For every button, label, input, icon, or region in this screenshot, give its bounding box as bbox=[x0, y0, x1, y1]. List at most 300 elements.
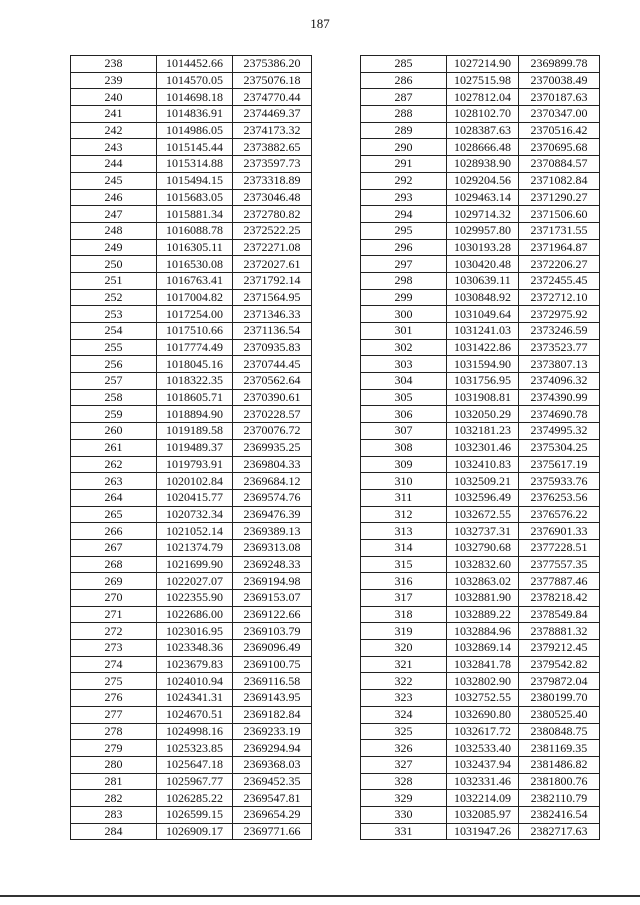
point-number-cell: 324 bbox=[361, 706, 447, 723]
x-coordinate-cell: 1026285.22 bbox=[157, 790, 233, 807]
table-row bbox=[361, 406, 600, 423]
point-number-cell: 244 bbox=[71, 156, 157, 173]
point-number-cell: 317 bbox=[361, 590, 447, 607]
point-number-cell: 252 bbox=[71, 289, 157, 306]
y-coordinate-cell: 2381800.76 bbox=[519, 773, 600, 790]
table-row bbox=[71, 723, 312, 740]
x-coordinate-cell: 1032617.72 bbox=[447, 723, 519, 740]
point-number-cell: 253 bbox=[71, 306, 157, 323]
table-row bbox=[71, 690, 312, 707]
y-coordinate-cell: 2378218.42 bbox=[519, 590, 600, 607]
table-row bbox=[361, 239, 600, 256]
table-row bbox=[361, 56, 600, 73]
point-number-cell: 291 bbox=[361, 156, 447, 173]
x-coordinate-cell: 1025967.77 bbox=[157, 773, 233, 790]
point-number-cell: 306 bbox=[361, 406, 447, 423]
coordinates-table-left bbox=[70, 55, 312, 840]
x-coordinate-cell: 1031422.86 bbox=[447, 339, 519, 356]
table-row bbox=[71, 489, 312, 506]
y-coordinate-cell: 2369368.03 bbox=[233, 756, 312, 773]
point-number-cell: 283 bbox=[71, 806, 157, 823]
table-row bbox=[361, 122, 600, 139]
x-coordinate-cell: 1031756.95 bbox=[447, 373, 519, 390]
y-coordinate-cell: 2370744.45 bbox=[233, 356, 312, 373]
x-coordinate-cell: 1014698.18 bbox=[157, 89, 233, 106]
point-number-cell: 292 bbox=[361, 172, 447, 189]
y-coordinate-cell: 2370562.64 bbox=[233, 373, 312, 390]
point-number-cell: 297 bbox=[361, 256, 447, 273]
y-coordinate-cell: 2369194.98 bbox=[233, 573, 312, 590]
point-number-cell: 302 bbox=[361, 339, 447, 356]
y-coordinate-cell: 2371731.55 bbox=[519, 222, 600, 239]
y-coordinate-cell: 2373523.77 bbox=[519, 339, 600, 356]
x-coordinate-cell: 1023016.95 bbox=[157, 623, 233, 640]
y-coordinate-cell: 2378549.84 bbox=[519, 606, 600, 623]
y-coordinate-cell: 2379212.45 bbox=[519, 640, 600, 657]
y-coordinate-cell: 2381169.35 bbox=[519, 740, 600, 757]
x-coordinate-cell: 1022027.07 bbox=[157, 573, 233, 590]
point-number-cell: 300 bbox=[361, 306, 447, 323]
point-number-cell: 268 bbox=[71, 556, 157, 573]
x-coordinate-cell: 1028666.48 bbox=[447, 139, 519, 156]
table-row bbox=[361, 89, 600, 106]
table-row bbox=[361, 623, 600, 640]
y-coordinate-cell: 2370695.68 bbox=[519, 139, 600, 156]
table-row bbox=[361, 272, 600, 289]
point-number-cell: 286 bbox=[361, 72, 447, 89]
x-coordinate-cell: 1032301.46 bbox=[447, 439, 519, 456]
table-row bbox=[71, 506, 312, 523]
table-row bbox=[361, 289, 600, 306]
x-coordinate-cell: 1015881.34 bbox=[157, 206, 233, 223]
table-row bbox=[361, 206, 600, 223]
table-row bbox=[361, 356, 600, 373]
point-number-cell: 249 bbox=[71, 239, 157, 256]
table-row bbox=[361, 339, 600, 356]
x-coordinate-cell: 1020732.34 bbox=[157, 506, 233, 523]
y-coordinate-cell: 2369547.81 bbox=[233, 790, 312, 807]
y-coordinate-cell: 2369153.07 bbox=[233, 590, 312, 607]
table-row bbox=[361, 539, 600, 556]
x-coordinate-cell: 1032509.21 bbox=[447, 473, 519, 490]
point-number-cell: 247 bbox=[71, 206, 157, 223]
point-number-cell: 293 bbox=[361, 189, 447, 206]
y-coordinate-cell: 2382416.54 bbox=[519, 806, 600, 823]
table-row bbox=[71, 373, 312, 390]
table-row bbox=[361, 439, 600, 456]
point-number-cell: 242 bbox=[71, 122, 157, 139]
table-row bbox=[71, 539, 312, 556]
point-number-cell: 269 bbox=[71, 573, 157, 590]
y-coordinate-cell: 2369103.79 bbox=[233, 623, 312, 640]
y-coordinate-cell: 2370187.63 bbox=[519, 89, 600, 106]
x-coordinate-cell: 1030848.92 bbox=[447, 289, 519, 306]
table-row bbox=[71, 56, 312, 73]
table-row bbox=[361, 573, 600, 590]
y-coordinate-cell: 2372522.25 bbox=[233, 222, 312, 239]
table-row bbox=[361, 139, 600, 156]
table-row bbox=[361, 690, 600, 707]
table-row bbox=[71, 740, 312, 757]
x-coordinate-cell: 1032737.31 bbox=[447, 523, 519, 540]
y-coordinate-cell: 2370390.61 bbox=[233, 389, 312, 406]
table-row bbox=[71, 790, 312, 807]
table-row bbox=[71, 272, 312, 289]
x-coordinate-cell: 1023348.36 bbox=[157, 640, 233, 657]
y-coordinate-cell: 2369233.19 bbox=[233, 723, 312, 740]
point-number-cell: 250 bbox=[71, 256, 157, 273]
point-number-cell: 246 bbox=[71, 189, 157, 206]
y-coordinate-cell: 2372712.10 bbox=[519, 289, 600, 306]
y-coordinate-cell: 2370935.83 bbox=[233, 339, 312, 356]
y-coordinate-cell: 2369452.35 bbox=[233, 773, 312, 790]
table-row bbox=[71, 590, 312, 607]
x-coordinate-cell: 1032802.90 bbox=[447, 673, 519, 690]
x-coordinate-cell: 1017774.49 bbox=[157, 339, 233, 356]
y-coordinate-cell: 2374390.99 bbox=[519, 389, 600, 406]
x-coordinate-cell: 1032050.29 bbox=[447, 406, 519, 423]
y-coordinate-cell: 2371082.84 bbox=[519, 172, 600, 189]
table-row bbox=[71, 656, 312, 673]
table-row bbox=[71, 106, 312, 123]
x-coordinate-cell: 1032331.46 bbox=[447, 773, 519, 790]
x-coordinate-cell: 1028387.63 bbox=[447, 122, 519, 139]
x-coordinate-cell: 1032881.90 bbox=[447, 590, 519, 607]
point-number-cell: 328 bbox=[361, 773, 447, 790]
point-number-cell: 325 bbox=[361, 723, 447, 740]
point-number-cell: 308 bbox=[361, 439, 447, 456]
point-number-cell: 267 bbox=[71, 539, 157, 556]
point-number-cell: 275 bbox=[71, 673, 157, 690]
x-coordinate-cell: 1028938.90 bbox=[447, 156, 519, 173]
y-coordinate-cell: 2378881.32 bbox=[519, 623, 600, 640]
point-number-cell: 257 bbox=[71, 373, 157, 390]
table-row bbox=[361, 222, 600, 239]
y-coordinate-cell: 2372271.08 bbox=[233, 239, 312, 256]
point-number-cell: 305 bbox=[361, 389, 447, 406]
table-row bbox=[361, 373, 600, 390]
x-coordinate-cell: 1032214.09 bbox=[447, 790, 519, 807]
table-row bbox=[361, 523, 600, 540]
x-coordinate-cell: 1031594.90 bbox=[447, 356, 519, 373]
point-number-cell: 294 bbox=[361, 206, 447, 223]
point-number-cell: 245 bbox=[71, 172, 157, 189]
table-row bbox=[71, 89, 312, 106]
x-coordinate-cell: 1028102.70 bbox=[447, 106, 519, 123]
point-number-cell: 322 bbox=[361, 673, 447, 690]
y-coordinate-cell: 2375617.19 bbox=[519, 456, 600, 473]
table-row bbox=[361, 72, 600, 89]
table-row bbox=[71, 439, 312, 456]
x-coordinate-cell: 1015494.15 bbox=[157, 172, 233, 189]
x-coordinate-cell: 1020102.84 bbox=[157, 473, 233, 490]
x-coordinate-cell: 1016088.78 bbox=[157, 222, 233, 239]
point-number-cell: 318 bbox=[361, 606, 447, 623]
x-coordinate-cell: 1021699.90 bbox=[157, 556, 233, 573]
y-coordinate-cell: 2374690.78 bbox=[519, 406, 600, 423]
y-coordinate-cell: 2369248.33 bbox=[233, 556, 312, 573]
y-coordinate-cell: 2375076.18 bbox=[233, 72, 312, 89]
x-coordinate-cell: 1032672.55 bbox=[447, 506, 519, 523]
x-coordinate-cell: 1018894.90 bbox=[157, 406, 233, 423]
x-coordinate-cell: 1030193.28 bbox=[447, 239, 519, 256]
y-coordinate-cell: 2377228.51 bbox=[519, 539, 600, 556]
point-number-cell: 326 bbox=[361, 740, 447, 757]
table-row bbox=[361, 506, 600, 523]
y-coordinate-cell: 2370228.57 bbox=[233, 406, 312, 423]
table-row bbox=[361, 673, 600, 690]
x-coordinate-cell: 1014986.05 bbox=[157, 122, 233, 139]
x-coordinate-cell: 1032889.22 bbox=[447, 606, 519, 623]
y-coordinate-cell: 2369935.25 bbox=[233, 439, 312, 456]
point-number-cell: 307 bbox=[361, 423, 447, 440]
y-coordinate-cell: 2374469.37 bbox=[233, 106, 312, 123]
x-coordinate-cell: 1029957.80 bbox=[447, 222, 519, 239]
y-coordinate-cell: 2379542.82 bbox=[519, 656, 600, 673]
table-row bbox=[361, 156, 600, 173]
point-number-cell: 240 bbox=[71, 89, 157, 106]
table-row bbox=[361, 740, 600, 757]
x-coordinate-cell: 1032410.83 bbox=[447, 456, 519, 473]
x-coordinate-cell: 1023679.83 bbox=[157, 656, 233, 673]
point-number-cell: 277 bbox=[71, 706, 157, 723]
point-number-cell: 238 bbox=[71, 56, 157, 73]
x-coordinate-cell: 1029714.32 bbox=[447, 206, 519, 223]
y-coordinate-cell: 2369654.29 bbox=[233, 806, 312, 823]
point-number-cell: 254 bbox=[71, 323, 157, 340]
point-number-cell: 270 bbox=[71, 590, 157, 607]
table-row bbox=[71, 206, 312, 223]
point-number-cell: 279 bbox=[71, 740, 157, 757]
table-row bbox=[71, 306, 312, 323]
table-row bbox=[71, 189, 312, 206]
table-row bbox=[71, 72, 312, 89]
y-coordinate-cell: 2373246.59 bbox=[519, 323, 600, 340]
x-coordinate-cell: 1021052.14 bbox=[157, 523, 233, 540]
x-coordinate-cell: 1017254.00 bbox=[157, 306, 233, 323]
y-coordinate-cell: 2374173.32 bbox=[233, 122, 312, 139]
point-number-cell: 315 bbox=[361, 556, 447, 573]
table-row bbox=[71, 556, 312, 573]
point-number-cell: 285 bbox=[361, 56, 447, 73]
point-number-cell: 256 bbox=[71, 356, 157, 373]
table-row bbox=[361, 323, 600, 340]
table-row bbox=[361, 456, 600, 473]
point-number-cell: 301 bbox=[361, 323, 447, 340]
x-coordinate-cell: 1019793.91 bbox=[157, 456, 233, 473]
x-coordinate-cell: 1031947.26 bbox=[447, 823, 519, 840]
y-coordinate-cell: 2369182.84 bbox=[233, 706, 312, 723]
table-row bbox=[361, 823, 600, 840]
y-coordinate-cell: 2372975.92 bbox=[519, 306, 600, 323]
y-coordinate-cell: 2370884.57 bbox=[519, 156, 600, 173]
point-number-cell: 321 bbox=[361, 656, 447, 673]
y-coordinate-cell: 2371964.87 bbox=[519, 239, 600, 256]
table-row bbox=[71, 156, 312, 173]
x-coordinate-cell: 1016763.41 bbox=[157, 272, 233, 289]
x-coordinate-cell: 1014570.05 bbox=[157, 72, 233, 89]
point-number-cell: 272 bbox=[71, 623, 157, 640]
y-coordinate-cell: 2369143.95 bbox=[233, 690, 312, 707]
y-coordinate-cell: 2371506.60 bbox=[519, 206, 600, 223]
x-coordinate-cell: 1027515.98 bbox=[447, 72, 519, 89]
table-row bbox=[361, 790, 600, 807]
point-number-cell: 313 bbox=[361, 523, 447, 540]
y-coordinate-cell: 2370038.49 bbox=[519, 72, 600, 89]
y-coordinate-cell: 2371346.33 bbox=[233, 306, 312, 323]
point-number-cell: 314 bbox=[361, 539, 447, 556]
table-row bbox=[71, 456, 312, 473]
y-coordinate-cell: 2369899.78 bbox=[519, 56, 600, 73]
x-coordinate-cell: 1017004.82 bbox=[157, 289, 233, 306]
x-coordinate-cell: 1026909.17 bbox=[157, 823, 233, 840]
y-coordinate-cell: 2382110.79 bbox=[519, 790, 600, 807]
y-coordinate-cell: 2369574.76 bbox=[233, 489, 312, 506]
y-coordinate-cell: 2370347.00 bbox=[519, 106, 600, 123]
x-coordinate-cell: 1025647.18 bbox=[157, 756, 233, 773]
table-row bbox=[71, 806, 312, 823]
table-row bbox=[361, 723, 600, 740]
table-row bbox=[361, 423, 600, 440]
point-number-cell: 261 bbox=[71, 439, 157, 456]
x-coordinate-cell: 1015145.44 bbox=[157, 139, 233, 156]
table-row bbox=[71, 573, 312, 590]
table-row bbox=[361, 473, 600, 490]
table-row bbox=[71, 356, 312, 373]
table-row bbox=[71, 423, 312, 440]
table-row bbox=[71, 640, 312, 657]
point-number-cell: 299 bbox=[361, 289, 447, 306]
point-number-cell: 298 bbox=[361, 272, 447, 289]
x-coordinate-cell: 1020415.77 bbox=[157, 489, 233, 506]
x-coordinate-cell: 1032533.40 bbox=[447, 740, 519, 757]
x-coordinate-cell: 1025323.85 bbox=[157, 740, 233, 757]
point-number-cell: 320 bbox=[361, 640, 447, 657]
point-number-cell: 312 bbox=[361, 506, 447, 523]
point-number-cell: 265 bbox=[71, 506, 157, 523]
x-coordinate-cell: 1029463.14 bbox=[447, 189, 519, 206]
y-coordinate-cell: 2369313.08 bbox=[233, 539, 312, 556]
point-number-cell: 316 bbox=[361, 573, 447, 590]
point-number-cell: 287 bbox=[361, 89, 447, 106]
x-coordinate-cell: 1015314.88 bbox=[157, 156, 233, 173]
y-coordinate-cell: 2377887.46 bbox=[519, 573, 600, 590]
point-number-cell: 330 bbox=[361, 806, 447, 823]
y-coordinate-cell: 2369096.49 bbox=[233, 640, 312, 657]
y-coordinate-cell: 2373882.65 bbox=[233, 139, 312, 156]
table-row bbox=[71, 172, 312, 189]
point-number-cell: 311 bbox=[361, 489, 447, 506]
table-row bbox=[361, 773, 600, 790]
point-number-cell: 266 bbox=[71, 523, 157, 540]
table-row bbox=[71, 623, 312, 640]
table-row bbox=[71, 523, 312, 540]
y-coordinate-cell: 2380848.75 bbox=[519, 723, 600, 740]
point-number-cell: 290 bbox=[361, 139, 447, 156]
y-coordinate-cell: 2377557.35 bbox=[519, 556, 600, 573]
x-coordinate-cell: 1018045.16 bbox=[157, 356, 233, 373]
table-row bbox=[71, 289, 312, 306]
point-number-cell: 251 bbox=[71, 272, 157, 289]
x-coordinate-cell: 1024998.16 bbox=[157, 723, 233, 740]
point-number-cell: 278 bbox=[71, 723, 157, 740]
point-number-cell: 304 bbox=[361, 373, 447, 390]
x-coordinate-cell: 1032752.55 bbox=[447, 690, 519, 707]
y-coordinate-cell: 2376576.22 bbox=[519, 506, 600, 523]
table-row bbox=[71, 673, 312, 690]
point-number-cell: 296 bbox=[361, 239, 447, 256]
y-coordinate-cell: 2373807.13 bbox=[519, 356, 600, 373]
table-row bbox=[361, 606, 600, 623]
x-coordinate-cell: 1018322.35 bbox=[157, 373, 233, 390]
x-coordinate-cell: 1016530.08 bbox=[157, 256, 233, 273]
x-coordinate-cell: 1032437.94 bbox=[447, 756, 519, 773]
point-number-cell: 331 bbox=[361, 823, 447, 840]
table-row bbox=[71, 756, 312, 773]
x-coordinate-cell: 1019489.37 bbox=[157, 439, 233, 456]
y-coordinate-cell: 2379872.04 bbox=[519, 673, 600, 690]
table-row bbox=[71, 122, 312, 139]
table-row bbox=[71, 222, 312, 239]
point-number-cell: 319 bbox=[361, 623, 447, 640]
y-coordinate-cell: 2369804.33 bbox=[233, 456, 312, 473]
y-coordinate-cell: 2374096.32 bbox=[519, 373, 600, 390]
y-coordinate-cell: 2373046.48 bbox=[233, 189, 312, 206]
x-coordinate-cell: 1030639.11 bbox=[447, 272, 519, 289]
table-row bbox=[361, 256, 600, 273]
page-number: 187 bbox=[310, 16, 330, 31]
table-row bbox=[361, 306, 600, 323]
point-number-cell: 262 bbox=[71, 456, 157, 473]
point-number-cell: 258 bbox=[71, 389, 157, 406]
point-number-cell: 248 bbox=[71, 222, 157, 239]
x-coordinate-cell: 1015683.05 bbox=[157, 189, 233, 206]
table-row bbox=[361, 389, 600, 406]
point-number-cell: 276 bbox=[71, 690, 157, 707]
table-row bbox=[71, 323, 312, 340]
table-row bbox=[71, 606, 312, 623]
y-coordinate-cell: 2376901.33 bbox=[519, 523, 600, 540]
y-coordinate-cell: 2372455.45 bbox=[519, 272, 600, 289]
point-number-cell: 264 bbox=[71, 489, 157, 506]
table-row bbox=[71, 139, 312, 156]
table-row bbox=[361, 172, 600, 189]
point-number-cell: 255 bbox=[71, 339, 157, 356]
point-number-cell: 260 bbox=[71, 423, 157, 440]
x-coordinate-cell: 1030420.48 bbox=[447, 256, 519, 273]
table-row bbox=[71, 239, 312, 256]
x-coordinate-cell: 1031908.81 bbox=[447, 389, 519, 406]
table-row bbox=[71, 406, 312, 423]
x-coordinate-cell: 1024670.51 bbox=[157, 706, 233, 723]
y-coordinate-cell: 2371564.95 bbox=[233, 289, 312, 306]
y-coordinate-cell: 2372027.61 bbox=[233, 256, 312, 273]
x-coordinate-cell: 1027214.90 bbox=[447, 56, 519, 73]
table-row bbox=[361, 106, 600, 123]
x-coordinate-cell: 1031049.64 bbox=[447, 306, 519, 323]
point-number-cell: 273 bbox=[71, 640, 157, 657]
y-coordinate-cell: 2369389.13 bbox=[233, 523, 312, 540]
x-coordinate-cell: 1027812.04 bbox=[447, 89, 519, 106]
x-coordinate-cell: 1032832.60 bbox=[447, 556, 519, 573]
point-number-cell: 323 bbox=[361, 690, 447, 707]
x-coordinate-cell: 1029204.56 bbox=[447, 172, 519, 189]
point-number-cell: 243 bbox=[71, 139, 157, 156]
point-number-cell: 289 bbox=[361, 122, 447, 139]
y-coordinate-cell: 2369122.66 bbox=[233, 606, 312, 623]
y-coordinate-cell: 2370076.72 bbox=[233, 423, 312, 440]
point-number-cell: 239 bbox=[71, 72, 157, 89]
